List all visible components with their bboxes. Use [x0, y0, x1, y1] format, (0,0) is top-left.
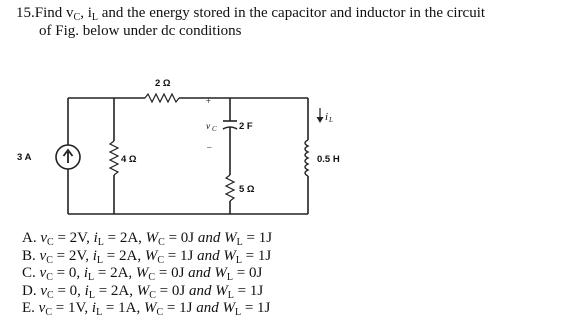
question-line1-mid: , i [80, 5, 92, 21]
option-vc: 2V [68, 247, 86, 264]
resistor-5ohm [226, 175, 234, 201]
option-vc: 0 [69, 282, 78, 299]
option-letter: D. [22, 282, 37, 299]
option-letter: A. [22, 230, 37, 246]
option-letter: E. [22, 300, 35, 316]
option-wl: 1J [258, 230, 273, 246]
option-c[interactable]: C. $v_C = 0$, $i_L = 2A$, $W_C = 0J$ and $W_L = 0J$ [22, 265, 263, 283]
resistor-4ohm [110, 141, 118, 175]
option-vc: 2V [69, 230, 87, 246]
cap-var-sub: C [212, 125, 217, 133]
resistor-2ohm [145, 94, 179, 102]
option-letter: B. [22, 247, 36, 264]
option-a[interactable]: A. $v_C = 2V$, $i_L = 2A$, $W_C = 0J$ and $W_L = 1J$ [22, 230, 273, 248]
option-wl: 1J [257, 300, 271, 316]
minus-sign: − [206, 144, 213, 154]
cap-label: 2 F [239, 121, 253, 132]
il-label: i [325, 111, 329, 123]
option-il: 2A [110, 265, 129, 281]
option-wl: 1J [249, 282, 264, 299]
option-letter: C. [22, 265, 36, 281]
inductor-coil [305, 140, 308, 176]
plus-sign: + [205, 97, 212, 107]
option-e[interactable]: E. $v_C = 1V$, $i_L = 1A$, $W_C = 1J$ and $W_L = 1J$ [22, 300, 271, 318]
option-il: 2A [110, 282, 130, 299]
option-b[interactable]: B. $v_C = 2V$, $i_L = 2A$, $W_C = 1J$ and $W_L = 1J$ [22, 247, 272, 266]
r3-label: 5 Ω [239, 184, 255, 195]
question-number: 15. [16, 5, 35, 21]
option-wc: 0J [180, 230, 195, 246]
r2-label: 4 Ω [121, 154, 137, 165]
option-wc: 0J [171, 265, 185, 281]
option-wl: 0J [248, 265, 263, 281]
option-wc: 0J [171, 282, 186, 299]
il-arrow-icon [317, 117, 324, 123]
vc-subscript: C [73, 12, 81, 23]
cap-var: v [206, 122, 211, 132]
il-label-sub: L [329, 116, 333, 124]
r1-label: 2 Ω [155, 78, 171, 89]
option-il: 2A [118, 247, 138, 264]
option-vc: 1V [67, 300, 85, 316]
option-wc: 1J [179, 300, 193, 316]
option-il: 1A [118, 300, 137, 316]
inductor-label: 0.5 H [317, 154, 340, 165]
il-subscript: L [91, 12, 98, 23]
option-vc: 0 [68, 265, 77, 281]
answer-options [22, 230, 272, 318]
question-line1-prefix: Find v [34, 5, 74, 21]
question-line2: of Fig. below under dc conditions [39, 23, 242, 39]
option-wc: 1J [179, 247, 194, 264]
question-line1-suffix: and the energy stored in the capacitor and inductor in the circuit [97, 5, 486, 21]
option-wl: 1J [257, 247, 272, 264]
option-d[interactable]: D. $v_C = 0$, $i_L = 2A$, $W_C = 0J$ and $W_L = 1J$ [22, 282, 264, 301]
source-label: 3 A [17, 152, 32, 163]
option-il: 2A [119, 230, 139, 246]
